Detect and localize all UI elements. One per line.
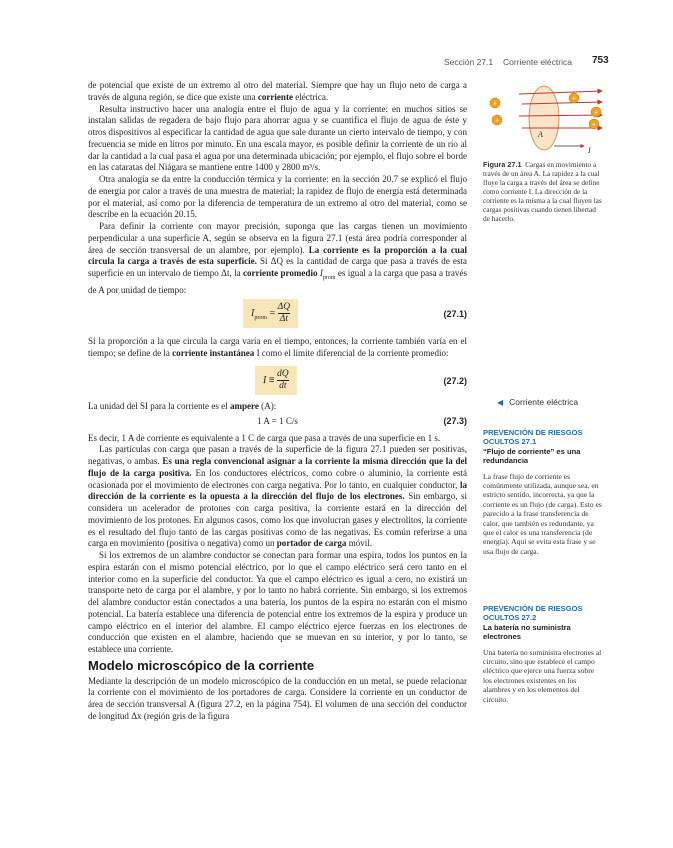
- paragraph: La unidad del SI para la corriente es el ampere (A):: [88, 400, 277, 411]
- pitfall-box: [483, 428, 603, 556]
- caption-label: Figura 27.1: [483, 160, 522, 169]
- surface-area-ellipse: [529, 86, 559, 150]
- pitfall-title: PREVENCIÓN DE RIESGOS OCULTOS 27.1: [483, 428, 583, 447]
- equation-text: 1 A = 1 C/s: [257, 415, 298, 426]
- svg-text:+: +: [591, 120, 597, 129]
- current-label: I: [588, 146, 591, 155]
- caption-text: Cargas en movimiento a través de un área A. La rapidez a la cual fluye la carga a través del área se define como corriente I. La dirección de la corriente es la misma a la cual fluyen las cargas positivas cuando tienen libertad de hacerlo.: [483, 160, 602, 223]
- paragraph: Otra analogía se da entre la conducción térmica y la corriente: en la sección 20.7 se explicó el flujo de energía por calor a través de una muestra de material; la rapidez de flujo de energía está determinada por el material, así como por la diferencia de temperatura de un extremo al otro del material, como se describe en la ecuación 20.15.: [88, 174, 467, 220]
- pitfall-subtitle: La batería no suministra electrones: [483, 622, 571, 642]
- margin-note-text: Corriente eléctrica: [509, 397, 579, 407]
- equation-27-1: [88, 299, 467, 333]
- pitfall-body: Una batería no suministra electrones al circuito, sino que establece el campo eléctrico que ejerce una fuerza sobre los electrones existentes en los alambres y en los elementos del circuito.: [483, 647, 602, 704]
- paragraph: Es decir, 1 A de corriente es equivalente a 1 C de carga que pasa a través de una superficie en 1 s.: [88, 432, 441, 443]
- positive-charge-icon: [569, 93, 579, 103]
- page-number: 753: [592, 55, 609, 66]
- running-header-section: Sección 27.1: [444, 57, 494, 67]
- positive-charge-icon: [589, 119, 599, 129]
- pitfall-title: PREVENCIÓN DE RIESGOS OCULTOS 27.2: [483, 604, 583, 623]
- equation-box: I ≡ $\frac{dQ}{dt}$: [255, 366, 297, 395]
- equation-27-3: [88, 416, 467, 430]
- current-arrow: [519, 91, 602, 94]
- svg-text:+: +: [492, 99, 498, 108]
- svg-text:+: +: [494, 116, 500, 125]
- equation-number: (27.1): [443, 309, 467, 320]
- equation-box: $I_{prom}$ = $\frac{\Delta Q}{\Delta t}$: [243, 299, 298, 328]
- paragraph: Las partículas con carga que pasan a través de la superficie de la figura 27.1 pueden ser positivas, negativas, o ambas. Es una regla convencional asignar a la corriente la misma dirección que la del flujo de la carga positiva. En los conductores eléctricos, como cobre o aluminio, la corriente está ocasionada por el movimiento de electrones con carga negativa. Por lo tanto, en cualquier conductor, la dirección de la corriente es la opuesta a la dirección del flujo de los electrones. Sin embargo, si considera un acelerador de protones con carga positiva, la corriente estará en la dirección del movimiento de los protones. En algunos casos, como los que involucran gases y electrolitos, la corriente es el resultado del flujo tanto de las cargas positivas como de las negativas. Es común referirse a una carga en movimiento (positiva o negativa) como un portador de carga móvil.: [88, 444, 468, 549]
- paragraph: Mediante la descripción de un modelo microscópico de la conducción en un metal, se puede relacionar la corriente con el movimiento de los portadores de carga. Considere la corriente en un conductor de área de sección transversal A (figura 27.2, en la página 754). El volumen de una sección del conductor de longitud Δx (región gris de la figura: [88, 675, 467, 721]
- section-heading: Modelo microscópico de la corriente: [88, 657, 315, 673]
- paragraph: de potencial que existe de un extremo al otro del material. Siempre que hay un flujo neto de carga a través de alguna región, se dice que existe una corriente eléctrica.: [88, 80, 467, 102]
- main-text: [88, 80, 467, 723]
- positive-charge-icon: [490, 98, 500, 108]
- running-header-title: Corriente eléctrica: [503, 57, 572, 67]
- triangle-marker-icon: ◀: [497, 398, 504, 407]
- svg-text:+: +: [571, 94, 577, 103]
- figure-27-1: [484, 82, 609, 157]
- pitfall-box: [483, 604, 603, 704]
- margin-note: [497, 397, 578, 407]
- equation-number: (27.3): [443, 415, 467, 426]
- paragraph: Para definir la corriente con mayor precisión, suponga que las cargas tienen un movimiento perpendicular a una superficie A, según se observa en la figura 27.1 (esta área podría corresponder al área de sección transversal de un alambre, por ejemplo). La corriente es la proporción a la cual circula la carga a través de esta superficie. Si ΔQ es la cantidad de carga que pasa a través de esta superficie en un intervalo de tiempo Δt, la corriente promedio $I_{prom}$ es igual a la carga que pasa a través de A por unidad de tiempo:: [88, 221, 467, 295]
- pitfall-body: La frase flujo de corriente es comúnmente utilizada, aunque sea, en estricto sentido, incorrecta, ya que la corriente es un flujo (de carga). Esto es parecido a la frase transferencia de calor, que también es redundante, ya que el calor es una transferencia (de energía). Aquí se evita esta frase y se usa flujo de carga.: [483, 471, 602, 556]
- paragraph: Si los extremos de un alambre conductor se conectan para formar una espira, todos los puntos en la espira estarán con el mismo potencial eléctrico, por lo que el campo eléctrico será cero tanto en el interior como en la superficie del conductor. Ya que el campo eléctrico es igual a cero, no existirá un transporte neto de carga por el alambre, y por lo tanto no habrá corriente. Sin embargo, si los extremos del alambre conductor están conectados a una batería, los puntos de la espira no estarán con el mismo potencial. La batería establece una diferencia de potencial entre los extremos de la espira y produce un campo eléctrico en el interior del alambre. El campo eléctrico ejerce fuerzas en los electrones de conducción que existen en el alambre, haciendo que se muevan en su interior, y por lo tanto, se establece una corriente.: [88, 550, 467, 655]
- positive-charge-icon: [492, 115, 502, 125]
- svg-text:+: +: [593, 108, 599, 117]
- pitfall-subtitle: “Flujo de corriente” es una redundancia: [483, 446, 581, 466]
- area-label: A: [538, 130, 543, 139]
- equation-27-2: [88, 363, 467, 397]
- figure-caption: [483, 160, 603, 223]
- equation-number: (27.2): [443, 375, 467, 386]
- paragraph: Si la proporción a la que circula la carga varía en el tiempo, entonces, la corriente también varía en el tiempo; se define de la corriente instantánea I como el límite diferencial de la corriente promedio:: [88, 336, 467, 359]
- paragraph: Resulta instructivo hacer una analogía entre el flujo de agua y la corriente: en muchos sitios se instalan salidas de regadera de bajo flujo para ahorrar agua y se cuantifica el flujo de agua de éste y otros dispositivos al especificar la cantidad de agua que sale durante un cierto intervalo de tiempo, y con frecuencia se mide en litros por minuto. En una escala mayor, es posible definir la corriente de un río al dar la cantidad a la cual pasa el agua por una determinada ubicación; por ejemplo, el flujo sobre el borde en las cataratas del Niágara se mantiene entre 1400 y 2800 m³/s.: [88, 103, 467, 173]
- positive-charge-icon: [591, 107, 601, 117]
